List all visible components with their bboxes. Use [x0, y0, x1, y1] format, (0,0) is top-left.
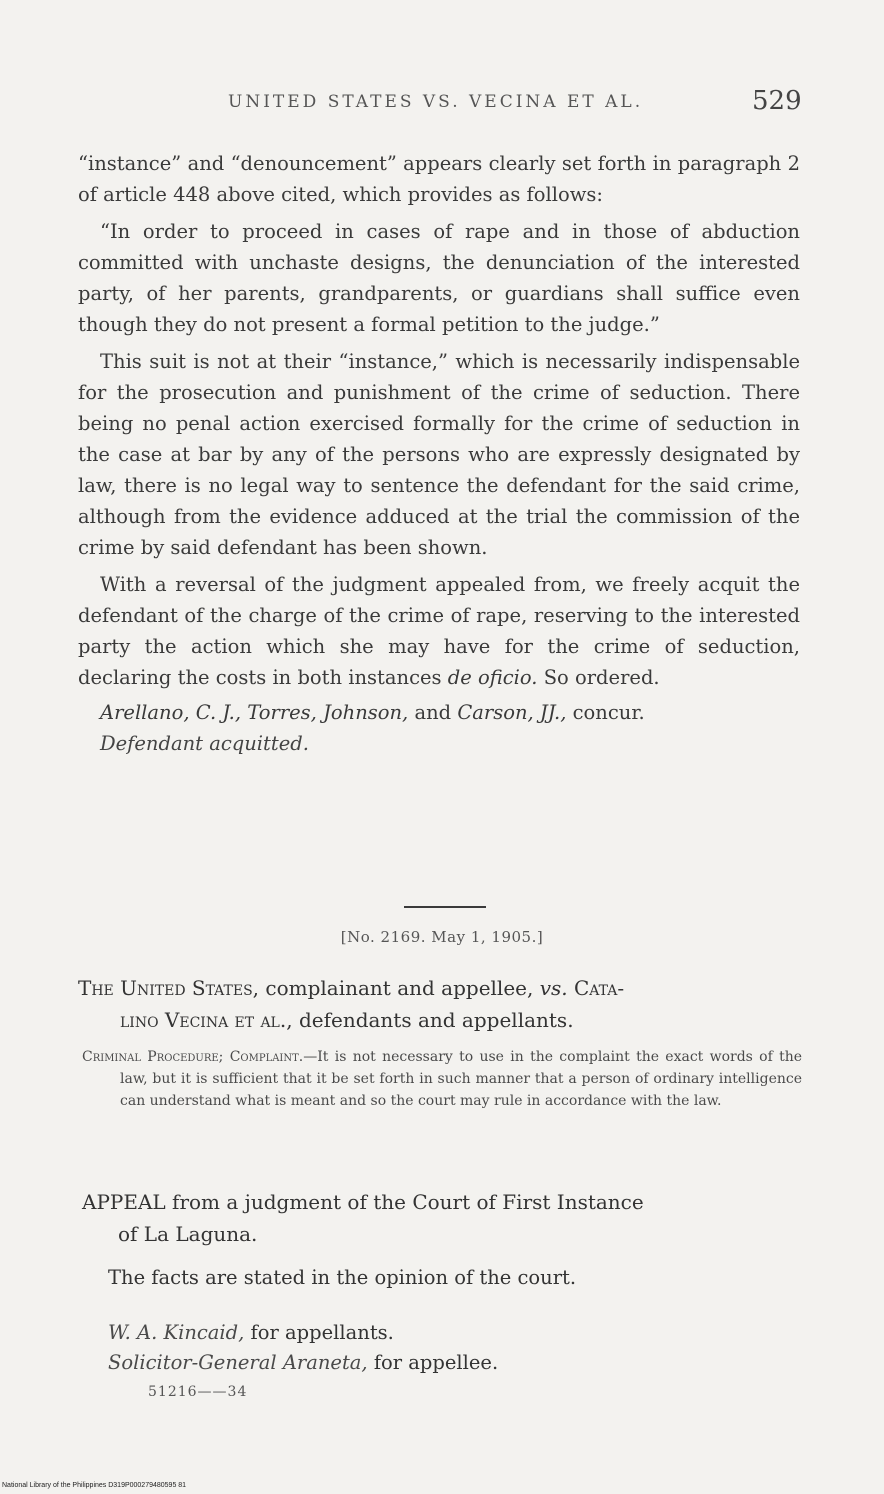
disposition: Defendant acquitted. — [100, 732, 309, 755]
counsel-appellants-name: W. A. Kincaid, — [108, 1321, 245, 1344]
appeal-statement — [82, 1186, 804, 1250]
counsel-appellee-role: for appellee. — [373, 1351, 499, 1374]
counsel-appellee-name: Solicitor-General Araneta, — [108, 1351, 368, 1374]
library-footer: National Library of the Philippines D319P000279480595 81 — [2, 1482, 187, 1489]
printer-signature: 51216——34 — [148, 1384, 248, 1400]
appeal-line2: of La Laguna. — [118, 1222, 258, 1246]
syllabus-heading: Criminal Procedure; Complaint. — [82, 1049, 304, 1065]
syllabus — [82, 1046, 802, 1112]
syllabus-text: —It is not necessary to use in the complaint the exact words of the law, but it is sufficient that it be set forth in such manner that a person of ordinary intelligence can understand what is meant and so the court may rule in accordance with the law. — [120, 1049, 802, 1109]
concur-and: and — [414, 701, 452, 724]
versus: vs. — [539, 976, 568, 1000]
case-party-defendant: lino Vecina et al., — [120, 1008, 293, 1032]
counsel-appellants — [108, 1318, 498, 1348]
docket-line: [No. 2169. May 1, 1905.] — [340, 928, 544, 946]
counsel-appellants-role: for appellants. — [250, 1321, 394, 1344]
case-party-plaintiff: The United States, — [78, 976, 260, 1000]
concurrence-line — [78, 697, 800, 728]
section-divider — [404, 906, 486, 908]
statute-quote: “In order to proceed in cases of rape and in those of abduction committed with unchaste designs, the denunciation of the interested party, of her parents, grandparents, or guardians shall suffice even though they do not present a formal petition to the judge.” — [78, 220, 800, 336]
paragraph-analysis: This suit is not at their “instance,” which is necessarily indispensable for the prosecution and punishment of the crime of seduction. There being no penal action exercised formally for the crime of seduction in the case at bar by any of the persons who are expressly designated by law, there is no legal way to sentence the defendant for the said crime, although from the evidence adduced at the trial the commission of the crime by said defendant has been shown. — [78, 350, 800, 559]
syllabus-entry — [82, 1046, 802, 1112]
running-head: UNITED STATES VS. VECINA ET AL. — [228, 92, 644, 112]
appeal-line1: APPEAL from a judgment of the Court of First Instance — [82, 1190, 644, 1214]
paragraph-intro: “instance” and “denouncement” appears clearly set forth in paragraph 2 of article 448 above cited, which provides as follows: — [78, 152, 800, 206]
counsel-block — [108, 1318, 498, 1378]
counsel-appellee — [108, 1348, 498, 1378]
concurring-justices: Arellano, C. J., Torres, Johnson, — [100, 701, 409, 724]
concur-end: concur. — [572, 701, 645, 724]
ruling-text: With a reversal of the judgment appealed from, we freely acquit the defendant of the charge of the crime of rape, reserving to the interested party the action which she may have for the crime of seduction, declaring the costs in both instances — [78, 573, 800, 689]
plaintiff-role: complainant and appellee, — [265, 976, 534, 1000]
page-number: 529 — [752, 86, 802, 116]
defendant-role: defendants and appellants. — [298, 1008, 574, 1032]
case-title — [78, 972, 800, 1036]
opinion-body — [78, 148, 800, 759]
concurring-justice-last: Carson, JJ., — [457, 701, 567, 724]
ruling-costs-term: de oficio. — [447, 666, 538, 689]
ruling-order: So ordered. — [543, 666, 660, 689]
facts-statement: The facts are stated in the opinion of the court. — [108, 1266, 577, 1289]
paragraph-ruling — [78, 569, 800, 693]
case-party-defendant-start: Cata- — [574, 976, 625, 1000]
case-title-line2 — [78, 1004, 800, 1036]
